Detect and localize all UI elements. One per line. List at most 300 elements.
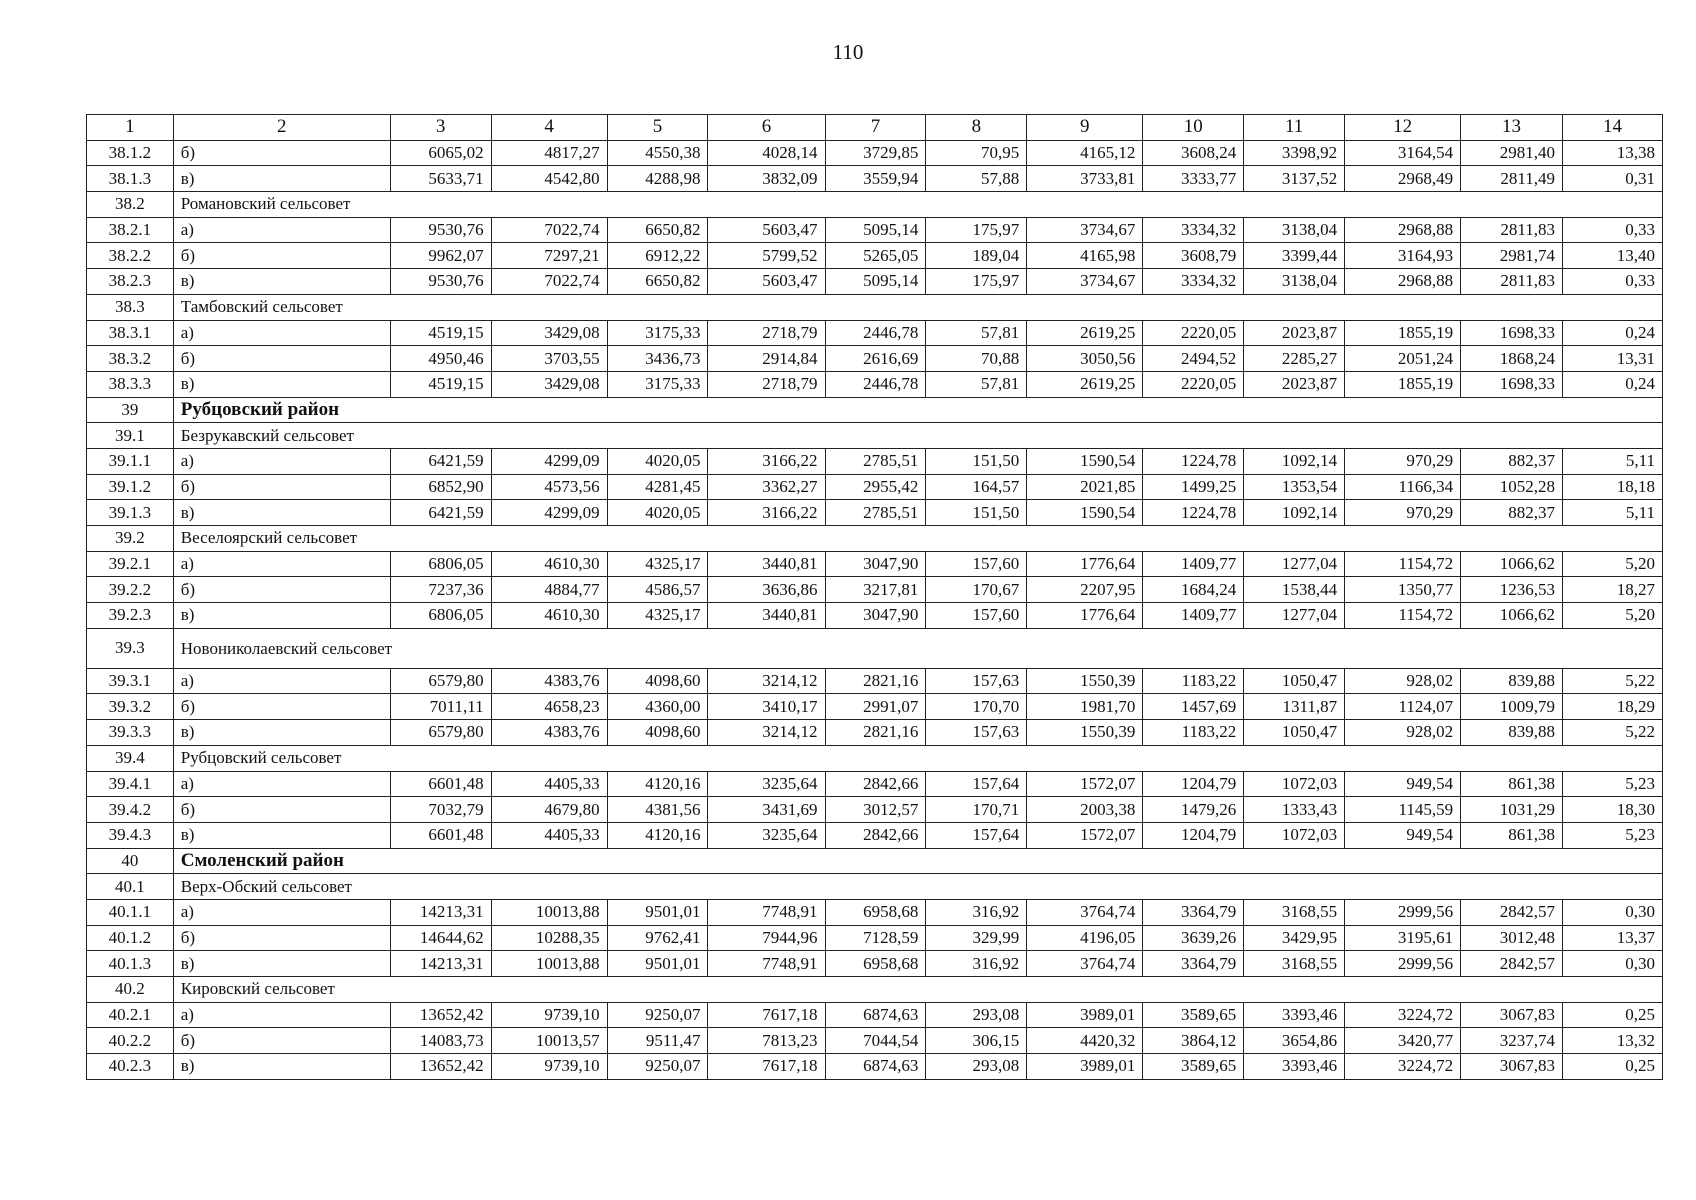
row-code: 40.2.2: [87, 1028, 174, 1054]
table-cell: 1698,33: [1461, 371, 1563, 397]
table-cell: 6806,05: [390, 551, 491, 577]
table-row: [87, 822, 1663, 848]
table-cell: 2207,95: [1027, 577, 1143, 603]
table-cell: 0,31: [1563, 166, 1663, 192]
table-cell: 14213,31: [390, 951, 491, 977]
table-cell: 7617,18: [708, 1054, 825, 1080]
table-row: [87, 346, 1663, 372]
table-cell: 9739,10: [491, 1054, 607, 1080]
table-cell: 5095,14: [825, 217, 926, 243]
table-cell: 2051,24: [1345, 346, 1461, 372]
table-cell: 970,29: [1345, 500, 1461, 526]
table-cell: 3734,67: [1027, 217, 1143, 243]
table-cell: 1572,07: [1027, 822, 1143, 848]
table-cell: 18,18: [1563, 474, 1663, 500]
table-cell: 1204,79: [1143, 822, 1244, 848]
table-cell: 5603,47: [708, 217, 825, 243]
table-row: [87, 899, 1663, 925]
council-row: [87, 628, 1663, 668]
table-cell: 157,60: [926, 551, 1027, 577]
row-code: 39.2.1: [87, 551, 174, 577]
table-cell: 4325,17: [607, 551, 708, 577]
table-cell: 970,29: [1345, 448, 1461, 474]
table-cell: 1066,62: [1461, 603, 1563, 629]
row-label: а): [173, 1002, 390, 1028]
table-cell: 1499,25: [1143, 474, 1244, 500]
table-cell: 57,81: [926, 371, 1027, 397]
table-cell: 1590,54: [1027, 448, 1143, 474]
table-cell: 928,02: [1345, 668, 1461, 694]
table-cell: 5095,14: [825, 269, 926, 295]
table-cell: 3399,44: [1244, 243, 1345, 269]
table-cell: 4610,30: [491, 603, 607, 629]
table-cell: 6579,80: [390, 720, 491, 746]
table-cell: 5799,52: [708, 243, 825, 269]
table-cell: 4165,98: [1027, 243, 1143, 269]
table-cell: 4405,33: [491, 822, 607, 848]
district-title: Смоленский район: [173, 848, 1662, 874]
district-row: [87, 848, 1663, 874]
table-cell: 4884,77: [491, 577, 607, 603]
row-code: 39.3.2: [87, 694, 174, 720]
table-cell: 3166,22: [708, 448, 825, 474]
table-cell: 70,88: [926, 346, 1027, 372]
table-cell: 329,99: [926, 925, 1027, 951]
table-cell: 0,24: [1563, 320, 1663, 346]
district-row: [87, 397, 1663, 423]
row-label: а): [173, 448, 390, 474]
table-cell: 3237,74: [1461, 1028, 1563, 1054]
table-cell: 2811,83: [1461, 269, 1563, 295]
row-label: б): [173, 1028, 390, 1054]
council-row: [87, 423, 1663, 449]
table-cell: 882,37: [1461, 448, 1563, 474]
row-label: б): [173, 243, 390, 269]
table-row: [87, 474, 1663, 500]
table-body: [87, 115, 1663, 1080]
table-cell: 3734,67: [1027, 269, 1143, 295]
row-code: 38.2.3: [87, 269, 174, 295]
table-cell: 13,32: [1563, 1028, 1663, 1054]
table-cell: 5,11: [1563, 500, 1663, 526]
column-header: 9: [1027, 115, 1143, 141]
column-header: 4: [491, 115, 607, 141]
table-cell: 1154,72: [1345, 551, 1461, 577]
table-cell: 13652,42: [390, 1054, 491, 1080]
table-header-row: [87, 115, 1663, 141]
row-code: 38.3.3: [87, 371, 174, 397]
table-cell: 2023,87: [1244, 371, 1345, 397]
table-cell: 9511,47: [607, 1028, 708, 1054]
table-cell: 7128,59: [825, 925, 926, 951]
table-cell: 7044,54: [825, 1028, 926, 1054]
tariff-table: [86, 114, 1663, 1080]
row-label: а): [173, 899, 390, 925]
table-cell: 0,30: [1563, 899, 1663, 925]
table-cell: 5,22: [1563, 720, 1663, 746]
row-label: а): [173, 217, 390, 243]
table-cell: 5,23: [1563, 771, 1663, 797]
table-cell: 13,37: [1563, 925, 1663, 951]
table-cell: 0,24: [1563, 371, 1663, 397]
table-cell: 3137,52: [1244, 166, 1345, 192]
column-header: 13: [1461, 115, 1563, 141]
table-cell: 6874,63: [825, 1054, 926, 1080]
table-cell: 3608,79: [1143, 243, 1244, 269]
table-cell: 157,64: [926, 822, 1027, 848]
row-code: 39.1.1: [87, 448, 174, 474]
table-cell: 9250,07: [607, 1002, 708, 1028]
table-cell: 2999,56: [1345, 899, 1461, 925]
table-cell: 0,33: [1563, 217, 1663, 243]
table-cell: 1353,54: [1244, 474, 1345, 500]
table-cell: 2220,05: [1143, 320, 1244, 346]
table-cell: 4120,16: [607, 771, 708, 797]
table-cell: 3164,93: [1345, 243, 1461, 269]
table-cell: 2785,51: [825, 500, 926, 526]
row-code: 40: [87, 848, 174, 874]
table-cell: 1154,72: [1345, 603, 1461, 629]
table-cell: 1092,14: [1244, 448, 1345, 474]
table-cell: 1066,62: [1461, 551, 1563, 577]
council-row: [87, 977, 1663, 1003]
table-cell: 6579,80: [390, 668, 491, 694]
table-cell: 4028,14: [708, 140, 825, 166]
table-cell: 6650,82: [607, 269, 708, 295]
table-cell: 4098,60: [607, 668, 708, 694]
council-title: Безрукавский сельсовет: [173, 423, 1662, 449]
district-title: Рубцовский район: [173, 397, 1662, 423]
row-code: 39.3: [87, 628, 174, 668]
table-cell: 18,27: [1563, 577, 1663, 603]
table-cell: 1092,14: [1244, 500, 1345, 526]
table-cell: 4950,46: [390, 346, 491, 372]
row-label: в): [173, 269, 390, 295]
row-label: в): [173, 951, 390, 977]
table-cell: 4165,12: [1027, 140, 1143, 166]
table-cell: 2981,40: [1461, 140, 1563, 166]
table-cell: 1590,54: [1027, 500, 1143, 526]
council-title: Тамбовский сельсовет: [173, 294, 1662, 320]
table-row: [87, 694, 1663, 720]
table-cell: 3235,64: [708, 822, 825, 848]
table-cell: 1350,77: [1345, 577, 1461, 603]
table-cell: 1550,39: [1027, 720, 1143, 746]
table-cell: 10013,88: [491, 899, 607, 925]
column-header: 3: [390, 115, 491, 141]
table-row: [87, 951, 1663, 977]
table-cell: 0,33: [1563, 269, 1663, 295]
table-cell: 2494,52: [1143, 346, 1244, 372]
row-label: б): [173, 140, 390, 166]
table-cell: 6421,59: [390, 448, 491, 474]
table-cell: 3410,17: [708, 694, 825, 720]
table-cell: 4383,76: [491, 720, 607, 746]
table-cell: 3654,86: [1244, 1028, 1345, 1054]
table-cell: 4679,80: [491, 797, 607, 823]
table-cell: 1409,77: [1143, 603, 1244, 629]
row-code: 39.4.1: [87, 771, 174, 797]
table-cell: 9250,07: [607, 1054, 708, 1080]
table-cell: 7297,21: [491, 243, 607, 269]
table-cell: 14213,31: [390, 899, 491, 925]
table-cell: 1145,59: [1345, 797, 1461, 823]
table-cell: 949,54: [1345, 771, 1461, 797]
table-cell: 6601,48: [390, 771, 491, 797]
table-cell: 6601,48: [390, 822, 491, 848]
table-cell: 3047,90: [825, 603, 926, 629]
table-cell: 4381,56: [607, 797, 708, 823]
table-row: [87, 140, 1663, 166]
row-code: 39: [87, 397, 174, 423]
row-code: 39.4.3: [87, 822, 174, 848]
table-row: [87, 371, 1663, 397]
table-cell: 3436,73: [607, 346, 708, 372]
row-code: 40.1.2: [87, 925, 174, 951]
table-cell: 1538,44: [1244, 577, 1345, 603]
council-title: Кировский сельсовет: [173, 977, 1662, 1003]
table-cell: 2842,66: [825, 771, 926, 797]
table-cell: 861,38: [1461, 771, 1563, 797]
table-cell: 3639,26: [1143, 925, 1244, 951]
table-cell: 1009,79: [1461, 694, 1563, 720]
table-cell: 6874,63: [825, 1002, 926, 1028]
table-row: [87, 500, 1663, 526]
column-header: 6: [708, 115, 825, 141]
table-cell: 157,60: [926, 603, 1027, 629]
table-cell: 18,29: [1563, 694, 1663, 720]
row-code: 38.3.2: [87, 346, 174, 372]
table-cell: 157,63: [926, 720, 1027, 746]
table-cell: 3235,64: [708, 771, 825, 797]
table-cell: 0,25: [1563, 1054, 1663, 1080]
table-cell: 7748,91: [708, 899, 825, 925]
table-cell: 3398,92: [1244, 140, 1345, 166]
table-cell: 2968,88: [1345, 269, 1461, 295]
table-cell: 3393,46: [1244, 1054, 1345, 1080]
table-cell: 3440,81: [708, 551, 825, 577]
table-cell: 6958,68: [825, 951, 926, 977]
table-cell: 151,50: [926, 448, 1027, 474]
table-cell: 189,04: [926, 243, 1027, 269]
table-cell: 6852,90: [390, 474, 491, 500]
table-cell: 2718,79: [708, 371, 825, 397]
table-cell: 2842,57: [1461, 951, 1563, 977]
table-row: [87, 448, 1663, 474]
table-cell: 2021,85: [1027, 474, 1143, 500]
table-cell: 306,15: [926, 1028, 1027, 1054]
table-cell: 2616,69: [825, 346, 926, 372]
council-row: [87, 192, 1663, 218]
column-header: 10: [1143, 115, 1244, 141]
table-cell: 9739,10: [491, 1002, 607, 1028]
table-cell: 13652,42: [390, 1002, 491, 1028]
table-cell: 14644,62: [390, 925, 491, 951]
table-cell: 3012,48: [1461, 925, 1563, 951]
table-cell: 2811,83: [1461, 217, 1563, 243]
table-cell: 1981,70: [1027, 694, 1143, 720]
table-cell: 1277,04: [1244, 603, 1345, 629]
table-cell: 4196,05: [1027, 925, 1143, 951]
table-cell: 1072,03: [1244, 822, 1345, 848]
column-header: 1: [87, 115, 174, 141]
row-code: 38.3: [87, 294, 174, 320]
table-cell: 3166,22: [708, 500, 825, 526]
table-cell: 4550,38: [607, 140, 708, 166]
table-cell: 4299,09: [491, 448, 607, 474]
table-cell: 57,88: [926, 166, 1027, 192]
table-cell: 9501,01: [607, 899, 708, 925]
row-label: б): [173, 797, 390, 823]
table-cell: 1855,19: [1345, 320, 1461, 346]
row-code: 38.2: [87, 192, 174, 218]
table-cell: 4360,00: [607, 694, 708, 720]
table-cell: 5,22: [1563, 668, 1663, 694]
table-cell: 1868,24: [1461, 346, 1563, 372]
table-cell: 2003,38: [1027, 797, 1143, 823]
table-cell: 2842,57: [1461, 899, 1563, 925]
table-row: [87, 577, 1663, 603]
table-cell: 3168,55: [1244, 899, 1345, 925]
table-cell: 4325,17: [607, 603, 708, 629]
table-cell: 6421,59: [390, 500, 491, 526]
table-cell: 13,31: [1563, 346, 1663, 372]
table-cell: 2811,49: [1461, 166, 1563, 192]
table-cell: 10288,35: [491, 925, 607, 951]
row-label: в): [173, 603, 390, 629]
table-cell: 4299,09: [491, 500, 607, 526]
table-cell: 5,20: [1563, 603, 1663, 629]
row-label: в): [173, 500, 390, 526]
table-cell: 2619,25: [1027, 371, 1143, 397]
table-cell: 1684,24: [1143, 577, 1244, 603]
table-cell: 949,54: [1345, 822, 1461, 848]
table-cell: 1311,87: [1244, 694, 1345, 720]
table-row: [87, 1028, 1663, 1054]
table-cell: 3989,01: [1027, 1054, 1143, 1080]
table-cell: 4020,05: [607, 448, 708, 474]
table-cell: 928,02: [1345, 720, 1461, 746]
row-code: 39.3.3: [87, 720, 174, 746]
table-cell: 2968,49: [1345, 166, 1461, 192]
table-row: [87, 603, 1663, 629]
council-row: [87, 294, 1663, 320]
table-cell: 2785,51: [825, 448, 926, 474]
table-cell: 6650,82: [607, 217, 708, 243]
table-cell: 4817,27: [491, 140, 607, 166]
row-code: 39.1.3: [87, 500, 174, 526]
table-cell: 170,67: [926, 577, 1027, 603]
table-cell: 4573,56: [491, 474, 607, 500]
council-title: Веселоярский сельсовет: [173, 526, 1662, 552]
table-cell: 3217,81: [825, 577, 926, 603]
table-cell: 3440,81: [708, 603, 825, 629]
table-cell: 5,11: [1563, 448, 1663, 474]
table-cell: 9962,07: [390, 243, 491, 269]
table-cell: 3012,57: [825, 797, 926, 823]
table-cell: 2999,56: [1345, 951, 1461, 977]
table-cell: 7237,36: [390, 577, 491, 603]
council-title: Верх-Обский сельсовет: [173, 874, 1662, 900]
table-cell: 7813,23: [708, 1028, 825, 1054]
row-label: в): [173, 371, 390, 397]
table-cell: 7032,79: [390, 797, 491, 823]
table-row: [87, 551, 1663, 577]
table-cell: 3214,12: [708, 668, 825, 694]
table-cell: 1183,22: [1143, 720, 1244, 746]
table-cell: 175,97: [926, 269, 1027, 295]
row-code: 40.1.3: [87, 951, 174, 977]
table-cell: 2718,79: [708, 320, 825, 346]
row-label: б): [173, 577, 390, 603]
table-cell: 4288,98: [607, 166, 708, 192]
table-cell: 1183,22: [1143, 668, 1244, 694]
table-cell: 2446,78: [825, 320, 926, 346]
row-label: в): [173, 1054, 390, 1080]
table-cell: 4098,60: [607, 720, 708, 746]
table-cell: 4658,23: [491, 694, 607, 720]
table-cell: 861,38: [1461, 822, 1563, 848]
row-code: 39.2: [87, 526, 174, 552]
table-cell: 7748,91: [708, 951, 825, 977]
table-cell: 4281,45: [607, 474, 708, 500]
table-cell: 1409,77: [1143, 551, 1244, 577]
table-cell: 3067,83: [1461, 1054, 1563, 1080]
table-cell: 3764,74: [1027, 899, 1143, 925]
row-code: 40.1.1: [87, 899, 174, 925]
table-cell: 6958,68: [825, 899, 926, 925]
table-cell: 3362,27: [708, 474, 825, 500]
table-cell: 6065,02: [390, 140, 491, 166]
table-cell: 1572,07: [1027, 771, 1143, 797]
council-title: Рубцовский сельсовет: [173, 745, 1662, 771]
table-cell: 2619,25: [1027, 320, 1143, 346]
table-cell: 157,64: [926, 771, 1027, 797]
table-cell: 5,23: [1563, 822, 1663, 848]
table-cell: 9501,01: [607, 951, 708, 977]
table-cell: 1166,34: [1345, 474, 1461, 500]
column-header: 7: [825, 115, 926, 141]
table-cell: 7011,11: [390, 694, 491, 720]
table-cell: 170,71: [926, 797, 1027, 823]
table-cell: 2991,07: [825, 694, 926, 720]
row-label: в): [173, 720, 390, 746]
table-cell: 175,97: [926, 217, 1027, 243]
table-cell: 13,38: [1563, 140, 1663, 166]
table-cell: 10013,57: [491, 1028, 607, 1054]
table-cell: 7944,96: [708, 925, 825, 951]
table-cell: 2446,78: [825, 371, 926, 397]
table-cell: 293,08: [926, 1002, 1027, 1028]
row-label: а): [173, 771, 390, 797]
table-cell: 1050,47: [1244, 720, 1345, 746]
table-cell: 6806,05: [390, 603, 491, 629]
row-code: 38.2.2: [87, 243, 174, 269]
table-cell: 3636,86: [708, 577, 825, 603]
table-row: [87, 668, 1663, 694]
table-row: [87, 243, 1663, 269]
table-cell: 2955,42: [825, 474, 926, 500]
council-row: [87, 745, 1663, 771]
table-cell: 2821,16: [825, 668, 926, 694]
row-code: 38.1.3: [87, 166, 174, 192]
table-cell: 3334,32: [1143, 217, 1244, 243]
table-cell: 7022,74: [491, 217, 607, 243]
table-cell: 3214,12: [708, 720, 825, 746]
column-header: 11: [1244, 115, 1345, 141]
table-cell: 1776,64: [1027, 603, 1143, 629]
table-cell: 1124,07: [1345, 694, 1461, 720]
